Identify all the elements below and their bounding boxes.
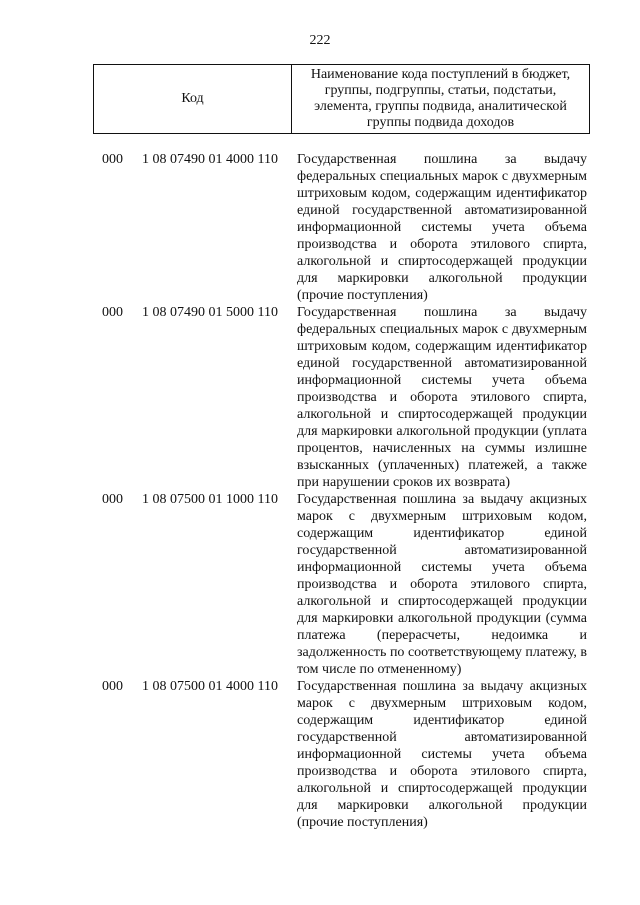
admin-code: 000 (102, 305, 123, 320)
admin-code: 000 (102, 492, 123, 507)
admin-code: 000 (102, 679, 123, 694)
header-code-cell (94, 65, 292, 133)
table-row (0, 678, 640, 831)
admin-code: 000 (102, 152, 123, 167)
header-name-label: Наименование кода поступлений в бюджет, группы, подгруппы, статьи, подстатьи, элемента, группы подвида, аналитической группы подвида доходов (310, 67, 571, 130)
revenue-description: Государственная пошлина за выдачу акцизных марок с двухмерным штриховым кодом, содержащим идентификатор единой государственной автоматизированной информационной системы учета объема производства и оборота этилового спирта, алкогольной и спиртосодержащей продукции для маркировки алкогольной продукции (прочие поступления) (297, 679, 587, 830)
header-code-label: Код (181, 91, 204, 106)
table-row (0, 491, 640, 678)
revenue-code: 1 08 07500 01 1000 110 (142, 492, 278, 507)
revenue-description: Государственная пошлина за выдачу акцизных марок с двухмерным штриховым кодом, содержащим идентификатор единой государственной автоматизированной информационной системы учета объема производства и оборота этилового спирта, алкогольной и спиртосодержащей продукции для маркировки алкогольной продукции (сумма платежа (перерасчеты, недоимка и задолженность по соответствующему платежу, в том числе по отмененному) (297, 492, 587, 677)
revenue-code: 1 08 07500 01 4000 110 (142, 679, 278, 694)
table-row (0, 304, 640, 491)
page-number: 222 (309, 33, 331, 48)
revenue-description: Государственная пошлина за выдачу федеральных специальных марок с двухмерным штриховым кодом, содержащим идентификатор единой государственной автоматизированной информационной системы учета объема производства и оборота этилового спирта, алкогольной и спиртосодержащей продукции для маркировки алкогольной продукции (уплата процентов, начисленных на суммы излишне взысканных (уплаченных) платежей, а также при нарушении сроков их возврата) (297, 305, 587, 490)
revenue-code: 1 08 07490 01 4000 110 (142, 152, 278, 167)
table-header (93, 64, 590, 134)
revenue-code: 1 08 07490 01 5000 110 (142, 305, 278, 320)
header-name-cell (292, 65, 589, 133)
revenue-description: Государственная пошлина за выдачу федеральных специальных марок с двухмерным штриховым кодом, содержащим идентификатор единой государственной автоматизированной информационной системы учета объема производства и оборота этилового спирта, алкогольной и спиртосодержащей продукции для маркировки алкогольной продукции (прочие поступления) (297, 152, 587, 303)
table-body (0, 151, 640, 831)
table-row (0, 151, 640, 304)
